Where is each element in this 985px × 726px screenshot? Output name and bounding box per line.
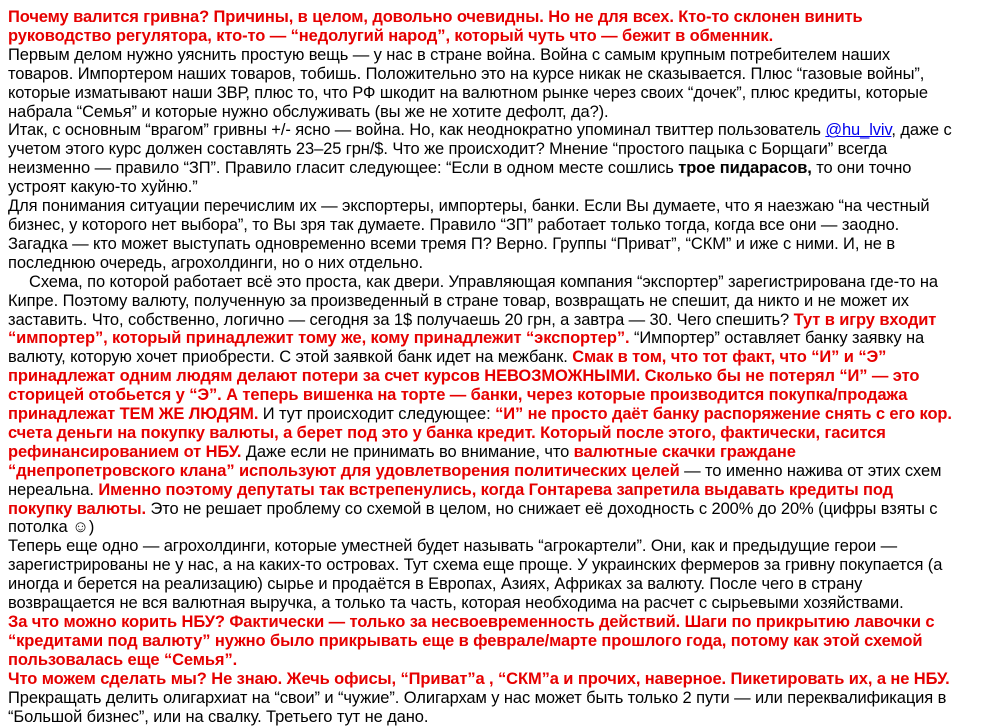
body-text: Схема, по которой работает всё это проста, как двери. Управляющая компания “экспортер” зарегистрирована где-то на Кипре. Поэтому валюту, полученную за произведенный в стране товар, возвращать не спешит, да никто и не может их заставить. Что, собственно, логично — сегодня за 1$ получаешь 20 грн, а завтра — 30. Чего спешить? bbox=[8, 272, 938, 329]
paragraph-scheme bbox=[8, 273, 959, 538]
red-emphasis-text: Именно поэтому депутаты так встрепенулись, когда Гонтарева запретила выдавать кредиты под покупку валюты. bbox=[8, 480, 894, 518]
paragraph-participants bbox=[8, 197, 959, 273]
body-text: Это не решает проблему со схемой в целом, но снижает её доходность с 200% до 20% (цифры взяты с потолка ☺) bbox=[8, 499, 938, 537]
paragraph-rule-3p bbox=[8, 121, 959, 197]
body-text: Для понимания ситуации перечислим их — экспортеры, импортеры, банки. Если Вы думаете, что я наезжаю “на честный бизнес, у которого нет выбора”, то Вы зря так думаете. Правило “ЗП” работает только тогда, когда все они — заодно. Загадка — кто может выступать одновременно всеми тремя П? Верно. Группы “Приват”, “СКМ” и иже с ними. И, не в последнюю очередь, агрохолдинги, но о них отдельно. bbox=[8, 197, 930, 272]
body-text: Первым делом нужно уяснить простую вещь — у нас в стране война. Война с самым крупным потребителем наших товаров. Импортером наших товаров, тобишь. Положительно это на курсе никак не сказывается. Плюс “газовые войны”, которые изматывают наши ЗВР, плюс то, что РФ шкодит на валютном рынке через своих “дочек”, плюс кредиты, которые набрала “Семья” и которые нужно обслуживать (вы же не хотите дефолт, да?). bbox=[8, 45, 928, 121]
red-emphasis-text: “И” не просто даёт банку распоряжение снять с его кор. счета деньги на покупку валюты, а берет под это у банка кредит. Который после этого, фактически, гасится рефинансированием от НБУ. bbox=[8, 405, 952, 461]
red-emphasis-text: За что можно корить НБУ? Фактически — только за несвоевременность действий. Шаги по прикрытию лавочки с “кредитами под валюту” нужно было прикрывать еще в феврале/марте прошлого года, потому как этой схемой пользовалась еще “Семья”. bbox=[8, 613, 935, 669]
body-text: “Импортер” оставляет банку заявку на валюту, которую хочет приобрести. С этой заявкой банк идет на межбанк. bbox=[8, 329, 925, 367]
red-emphasis-text: Смак в том, что тот факт, что “И” и “Э” принадлежат одним людям делают потери за счет курсов НЕВОЗМОЖНЫМИ. Сколько бы не потерял “И” — это сторицей отобьется у “Э”. А теперь вишенка на торте — банки, через которые производится покупка/продажа принадлежат ТЕМ ЖЕ ЛЮДЯМ. bbox=[8, 348, 920, 424]
paragraph-lead-heading bbox=[8, 8, 959, 46]
body-text: Итак, с основным “врагом” гривны +/- ясно — война. Но, как неоднократно упоминал твиттер пользователь bbox=[8, 121, 826, 140]
paragraph-war-context bbox=[8, 46, 959, 122]
paragraph-nbu-blame bbox=[8, 613, 959, 670]
body-text: Даже если не принимать во внимание, что bbox=[241, 442, 574, 461]
body-text: И тут происходит следующее: bbox=[258, 405, 496, 424]
red-emphasis-text: Почему валится гривна? Причины, в целом, довольно очевидны. Но не для всех. Кто-то склонен винить руководство регулятора, кто-то — “недолугий народ”, который чуть что — бежит в обменник. bbox=[8, 8, 863, 45]
bold-emphasis-text: трое пидарасов, bbox=[678, 159, 812, 178]
red-emphasis-text: валютные скачки граждане “днепропетровского клана” используют для удовлетворения политических целей bbox=[8, 442, 796, 480]
body-text: — то именно нажива от этих схем нереальна. bbox=[8, 461, 942, 499]
body-text: Прекращать делить олигархиат на “свои” и “чужие”. Олигархам у нас может быть только 2 пути — или переквалификация в “Большой бизнес”, или на свалку. Третьего тут не дано. bbox=[8, 688, 947, 726]
red-emphasis-text: Тут в игру входит “импортер”, который принадлежит тому же, кому принадлежит “экспортер”. bbox=[8, 310, 937, 348]
red-emphasis-text: Что можем сделать мы? Не знаю. Жечь офисы, “Приват”а , “СКМ”а и прочих, наверное. Пикетировать их, а не НБУ. bbox=[8, 669, 950, 688]
body-text: , даже с учетом этого курс должен составлять 23–25 грн/$. Что же происходит? Мнение “простого пацыка с Борщаги” всегда неизменно — правило “ЗП”. Правило гласит следующее: “Если в одном месте сошлись bbox=[8, 121, 952, 178]
body-text: то они точно устроят какую-то хуйню.” bbox=[8, 159, 912, 197]
paragraph-oligarchs bbox=[8, 689, 959, 726]
twitter-user-link[interactable]: @hu_lviv bbox=[825, 121, 892, 140]
body-text: Теперь еще одно — агрохолдинги, которые уместней будет называть “агрокартели”. Они, как и предыдущие герои — зарегистрированы не у нас, а на каких-то островах. Тут схема еще проще. У украинских фермеров за гривну покупается (а иногда и берется на реализацию) сырье и продаётся в Европах, Азиях, Африках за валюту. После чего в страну возвращается не вся валютная выручка, а только та часть, которая необходима на расчет с сырьевыми хозяйствами. bbox=[8, 537, 943, 613]
paragraph-agroholdings bbox=[8, 537, 959, 613]
